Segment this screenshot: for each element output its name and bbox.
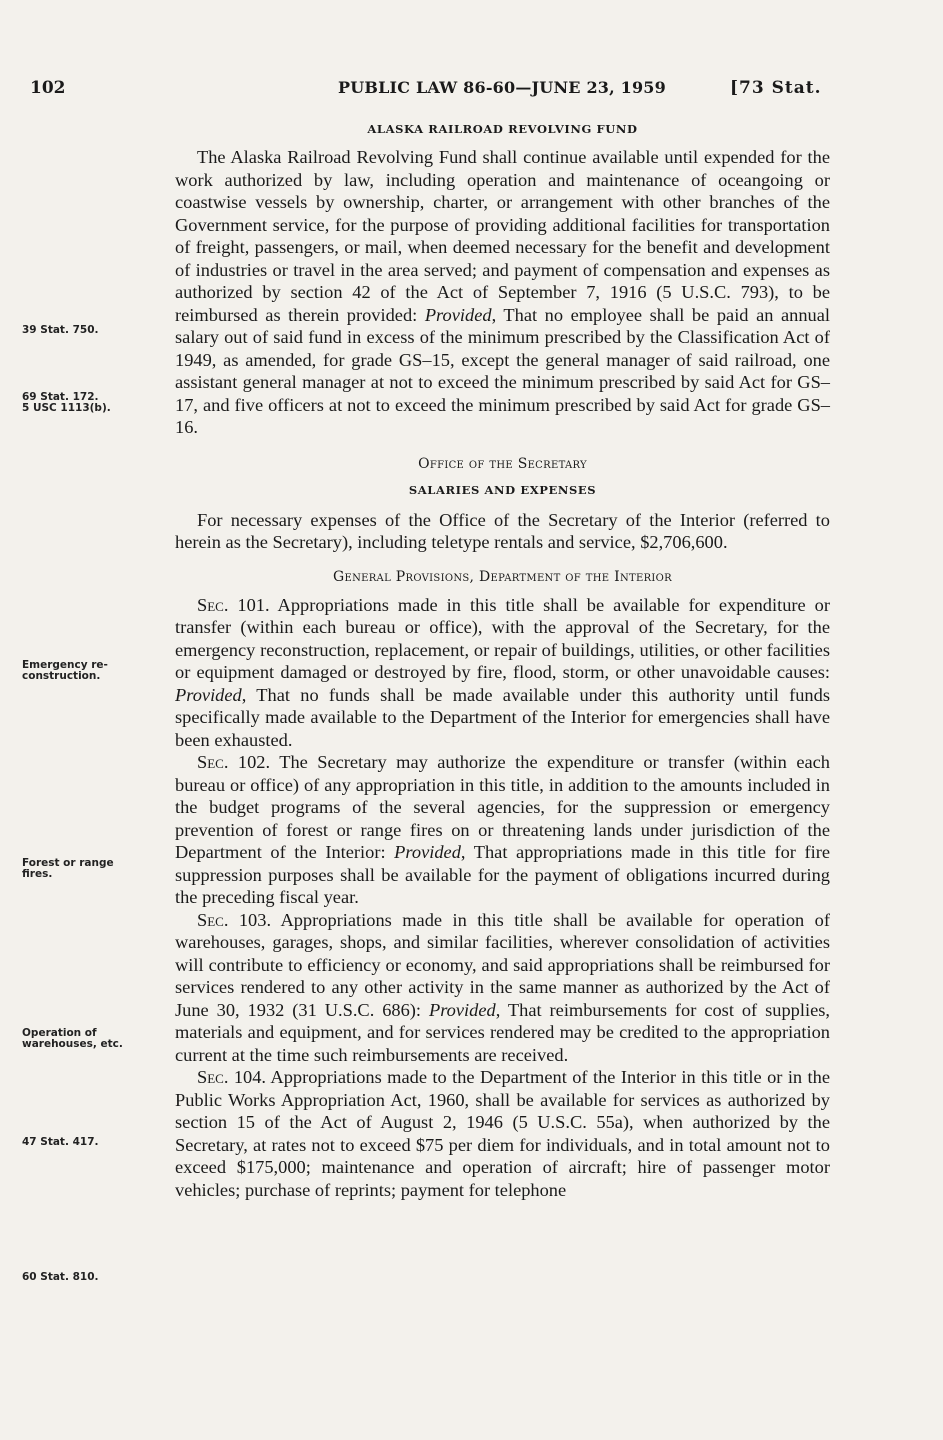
margin-note-39-stat: 39 Stat. 750. [22,324,99,336]
margin-note-emergency: Emergency re- construction. [22,659,108,682]
margin-note-60-stat: 60 Stat. 810. [22,1271,99,1283]
paragraph-sec-103: Sec. 103. Appropriations made in this title shall be available for operation of warehouses, garages, shops, and similar facilities, wherever consolidation of activities will contribute to efficiency or economy, and said appropriations shall be reimbursed for services rendered to any other activity in the same manner as authorized by the Act of June 30, 1932 (31 U.S.C. 686): Provided, That reimbursements for cost of supplies, materials and equipment, and for services rendered may be credited to the appropriation current at the time such reimbursements are received. [175,909,830,1065]
section-heading-salaries: SALARIES AND EXPENSES [408,482,597,497]
margin-note-warehouses: Operation of warehouses, etc. [22,1027,123,1050]
paragraph-salaries: For necessary expenses of the Office of the Secretary of the Interior (referred to herein as the Secretary), including teletype rentals and service, $2,706,600. [175,509,830,552]
margin-note-69-stat: 69 Stat. 172. 5 USC 1113(b). [22,391,111,414]
section-heading-arrf: ALASKA RAILROAD REVOLVING FUND [367,122,638,136]
page-header [30,78,830,102]
document-body [175,118,830,1201]
section-heading-general-provisions: General Provisions, Department of the Interior [333,568,672,585]
page-number: 102 [30,78,66,98]
running-title: PUBLIC LAW 86-60—JUNE 23, 1959 [338,78,666,97]
paragraph-sec-104: Sec. 104. Appropriations made to the Department of the Interior in this title or in the Public Works Appropriation Act, 1960, shall be available for services as authorized by section 15 of the Act of August 2, 1946 (5 U.S.C. 55a), when authorized by the Secretary, at rates not to exceed $75 per diem for individuals, and in total amount not to exceed $175,000; maintenance and operation of aircraft; hire of passenger motor vehicles; purchase of reprints; payment for telephone [175,1067,830,1200]
margin-note-forest-fires: Forest or range fires. [22,857,114,880]
margin-note-47-stat: 47 Stat. 417. [22,1136,99,1148]
paragraph-sec-102: Sec. 102. The Secretary may authorize the expenditure or transfer (within each bureau or office) of any appropriation in this title, in addition to the amounts included in the budget programs of the several agencies, for the suppression or emergency prevention of forest or range fires on or threatening lands under jurisdiction of the Department of the Interior: Provided, That appropriations made in this title for fire suppression purposes shall be available for the payment of obligations incurred during the preceding fiscal year. [175,752,830,907]
paragraph-arrf: The Alaska Railroad Revolving Fund shall continue available until expended for the work authorized by law, including operation and maintenance of oceangoing or coastwise vessels by ownership, charter, or arrangement with other branches of the Government service, for the purpose of providing additional facilities for transportation of freight, passengers, or mail, when deemed necessary for the benefit and development of industries or travel in the area served; and payment of compensation and expenses as authorized by section 42 of the Act of September 7, 1916 (5 U.S.C. 793), to be reimbursed as therein provided: Provided, That no employee shall be paid an annual salary out of said fund in excess of the minimum prescribed by the Classification Act of 1949, as amended, for grade GS–15, except the general manager of said railroad, one assistant general manager at not to exceed the minimum prescribed by said Act for GS–17, and five officers at not to exceed the minimum prescribed by said Act for grade GS–16. [175,147,830,437]
section-heading-office-secretary: Office of the Secretary [418,455,587,472]
paragraph-sec-101: Sec. 101. Appropriations made in this title shall be available for expenditure or transfer (within each bureau or office), with the approval of the Secretary, for the emergency reconstruction, replacement, or repair of buildings, utilities, or other facilities or equipment damaged or destroyed by fire, flood, storm, or other unavoidable causes: Provided, That no funds shall be made available under this authority until funds specifically made available to the Department of the Interior for emergencies shall have been exhausted. [175,594,830,750]
volume-reference: [73 Stat. [730,78,822,98]
